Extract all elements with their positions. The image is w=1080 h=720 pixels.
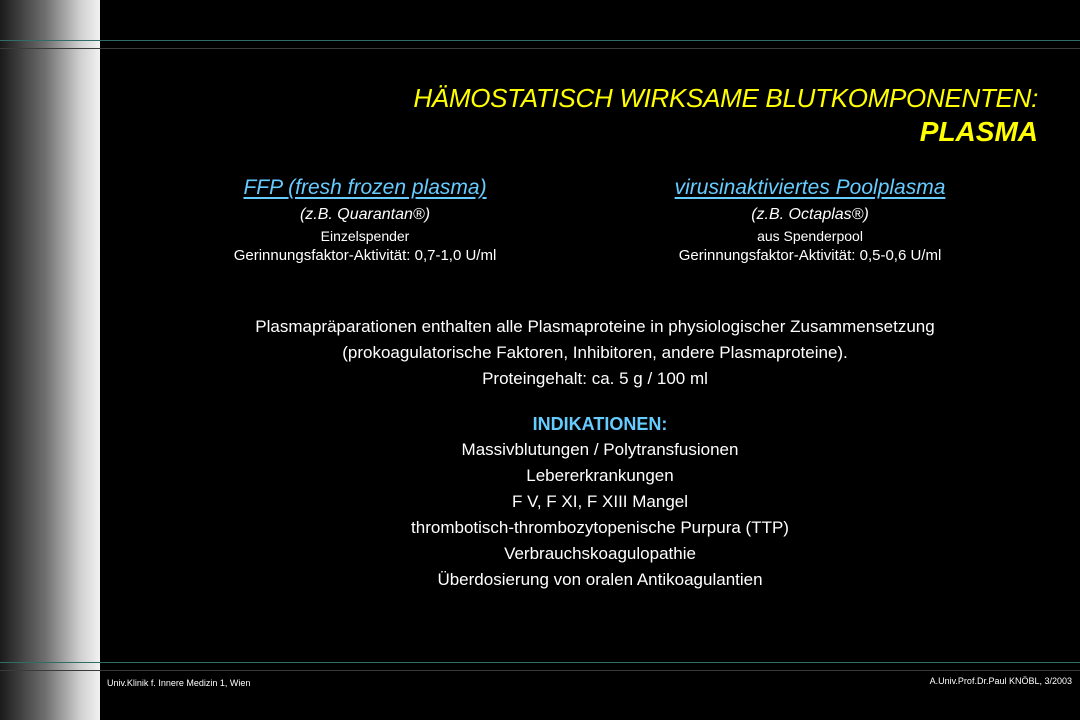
top-rule [0,40,1080,41]
list-item: Massivblutungen / Polytransfusionen [461,440,739,459]
poolplasma-heading-link[interactable]: virusinaktiviertes Poolplasma [674,176,946,199]
ffp-example: (z.B. Quarantan®) [299,206,431,223]
indications-section [200,411,1000,593]
body-line: Plasmapräparationen enthalten alle Plasmaproteine in physiologischer Zusammensetzung [255,317,935,336]
poolplasma-donor: aus Spenderpool [757,228,863,244]
list-item: Überdosierung von oralen Antikoagulantien [437,570,763,589]
body-line: (prokoagulatorische Faktoren, Inhibitoren, andere Plasmaproteine). [342,343,848,362]
sidebar-gradient [0,0,100,720]
body-paragraph [130,314,1060,392]
ffp-heading-link[interactable]: FFP (fresh frozen plasma) [243,176,487,199]
indications-list [200,437,1000,593]
list-item: thrombotisch-thrombozytopenische Purpura (TTP) [411,518,789,537]
list-item: F V, F XI, F XIII Mangel [511,492,689,511]
bottom-rule [0,662,1080,663]
ffp-activity: Gerinnungsfaktor-Aktivität: 0,7-1,0 U/ml [233,247,497,264]
footer-institution: Univ.Klinik f. Innere Medizin 1, Wien [107,678,251,688]
poolplasma-column [622,176,998,264]
poolplasma-activity: Gerinnungsfaktor-Aktivität: 0,5-0,6 U/ml [678,247,942,264]
indications-title: INDIKATIONEN: [532,414,668,434]
footer-author: A.Univ.Prof.Dr.Paul KNÖBL, 3/2003 [929,676,1072,686]
poolplasma-example: (z.B. Octaplas®) [751,206,869,223]
slide-subtitle: PLASMA [919,116,1038,147]
bottom-rule-secondary [0,670,1080,671]
body-line: Proteingehalt: ca. 5 g / 100 ml [482,369,708,388]
top-rule-secondary [0,48,1080,49]
list-item: Verbrauchskoagulopathie [504,544,696,563]
ffp-column [180,176,550,264]
slide-title: HÄMOSTATISCH WIRKSAME BLUTKOMPONENTEN: [413,83,1038,113]
list-item: Lebererkrankungen [526,466,674,485]
ffp-donor: Einzelspender [320,228,410,244]
